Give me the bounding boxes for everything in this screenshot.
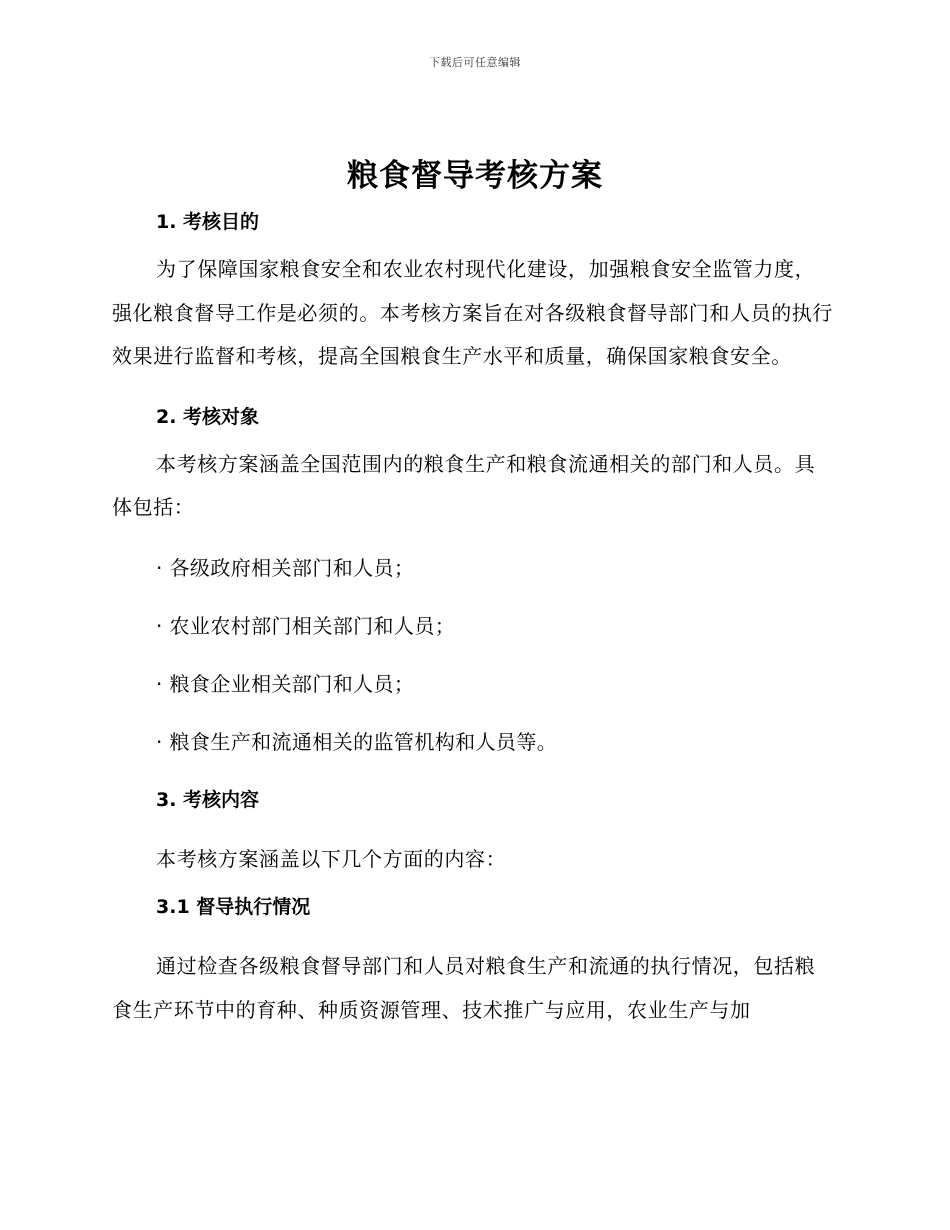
list-item: · 农业农村部门相关部门和人员；: [156, 613, 456, 638]
section-paragraph-targets: 本考核方案涵盖全国范围内的粮食生产和粮食流通相关的部门和人员。具体包括：: [112, 451, 816, 519]
list-item: · 粮食企业相关部门和人员；: [156, 671, 415, 696]
document-title: 粮食督导考核方案: [347, 158, 603, 194]
document-body: [112, 206, 834, 1032]
page-header: 下载后可任意编辑: [429, 56, 521, 69]
section-heading-purpose: 1. 考核目的: [156, 211, 260, 233]
list-item: · 各级政府相关部门和人员；: [156, 555, 415, 580]
section-paragraph-purpose: 为了保障国家粮食安全和农业农村现代化建设，加强粮食安全监管力度，强化粮食督导工作是必须的。本考核方案旨在对各级粮食督导部门和人员的执行效果进行监督和考核，提高全国粮食生产水平和质量，确保国家粮食安全。: [112, 257, 833, 368]
subsection-heading-supervision: 3.1 督导执行情况: [156, 896, 311, 918]
section-heading-targets: 2. 考核对象: [156, 405, 260, 428]
section-paragraph-content: 本考核方案涵盖以下几个方面的内容：: [156, 846, 507, 871]
subsection-paragraph-supervision: 通过检查各级粮食督导部门和人员对粮食生产和流通的执行情况，包括粮食生产环节中的育种、种质资源管理、技术推广与应用，农业生产与加: [112, 954, 816, 1022]
section-heading-content: 3. 考核内容: [156, 788, 260, 811]
list-item: · 粮食生产和流通相关的监管机构和人员等。: [156, 729, 558, 754]
